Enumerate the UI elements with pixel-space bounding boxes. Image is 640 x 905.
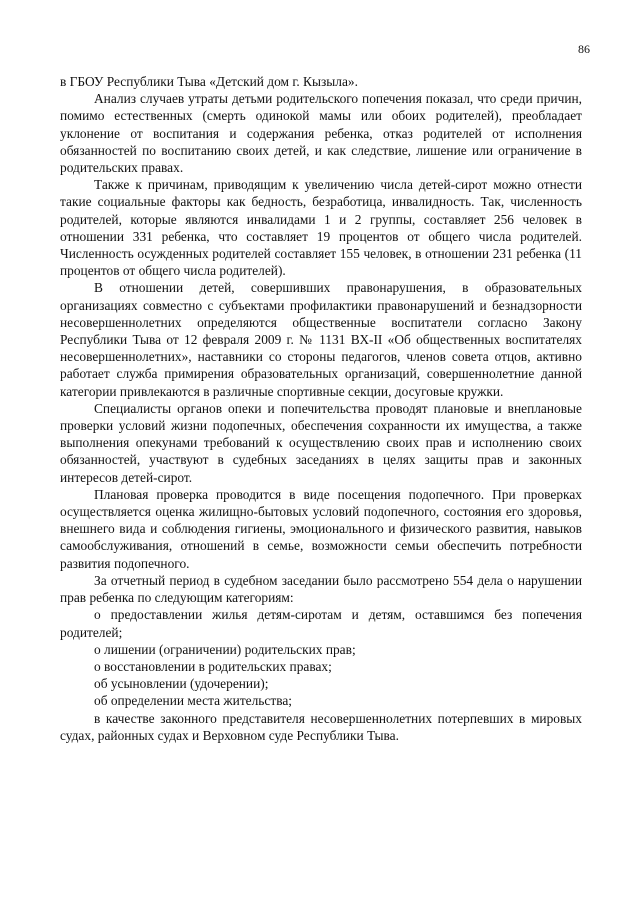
page-number: 86 bbox=[578, 42, 590, 56]
paragraph-planned-inspection: Плановая проверка проводится в виде посещения подопечного. При проверках осуществляется оценка жилищно-бытовых условий подопечного, состояния его здоровья, внешнего вида и соблюдения гигиены, эмоционального и физического развития, навыков самообслуживания, отношений в семье, возможности семьи обеспечить потребности развития подопечного. bbox=[60, 486, 582, 571]
list-item-adoption: об усыновлении (удочерении); bbox=[94, 676, 269, 692]
paragraph-guardianship-checks: Специалисты органов опеки и попечительства проводят плановые и внеплановые проверки условий жизни подопечных, обеспечения сохранности их имущества, а также выполнения опекунами требований к осуществлению своих прав и исполнению своих обязанностей, участвуют в судебных заседаниях в целях защиты прав и законных интересов детей-сирот. bbox=[60, 400, 582, 485]
list-item-housing: о предоставлении жилья детям-сиротам и детям, оставшимся без попечения родителей; bbox=[60, 607, 582, 640]
list-item-representative: в качестве законного представителя несовершеннолетних потерпевших в мировых судах, районных судах и Верховном суде Республики Тыва. bbox=[60, 710, 582, 743]
paragraph-offenders: В отношении детей, совершивших правонарушения, в образовательных организациях совместно с субъектами профилактики правонарушений и безнадзорности несовершеннолетних определяются общественные воспитатели согласно Закону Республики Тыва от 12 февраля 2009 г. № 1131 ВХ-II «Об общественных воспитателях несовершеннолетних», наставники со стороны педагогов, членов совета отцов, активно работает служба примирения образовательных организаций, совершеннолетние данной категории привлекаются в различные спортивные секции, досуговые кружки. bbox=[60, 280, 582, 399]
document-body bbox=[60, 73, 582, 744]
paragraph-social-factors: Также к причинам, приводящим к увеличению числа детей-сирот можно отнести такие социальные факторы как бедность, безработица, инвалидность. Так, численность родителей, которые являются инвалидами 1 и 2 группы, составляет 256 человек в отношении 331 ребенка, что составляет 19 процентов от общего числа родителей. Численность осужденных родителей составляет 155 человек, в отношении 231 ребенка (11 процентов от общего числа родителей). bbox=[60, 177, 582, 279]
paragraph-causes-analysis: Анализ случаев утраты детьми родительского попечения показал, что среди причин, помимо естественных (смерть одинокой мамы или обоих родителей), преобладает уклонение от воспитания и содержания ребенка, отказ родителей от исполнения обязанностей по воспитанию своих детей, и как следствие, лишение или ограничение в родительских правах. bbox=[60, 91, 582, 176]
list-item-residence: об определении места жительства; bbox=[94, 693, 293, 709]
list-item-deprivation: о лишении (ограничении) родительских прав; bbox=[94, 641, 356, 657]
list-item-restoration: о восстановлении в родительских правах; bbox=[94, 658, 332, 674]
paragraph-court-cases: За отчетный период в судебном заседании было рассмотрено 554 дела о нарушении прав ребенка по следующим категориям: bbox=[60, 572, 582, 606]
paragraph-continuation: в ГБОУ Республики Тыва «Детский дом г. Кызыла». bbox=[60, 74, 358, 89]
